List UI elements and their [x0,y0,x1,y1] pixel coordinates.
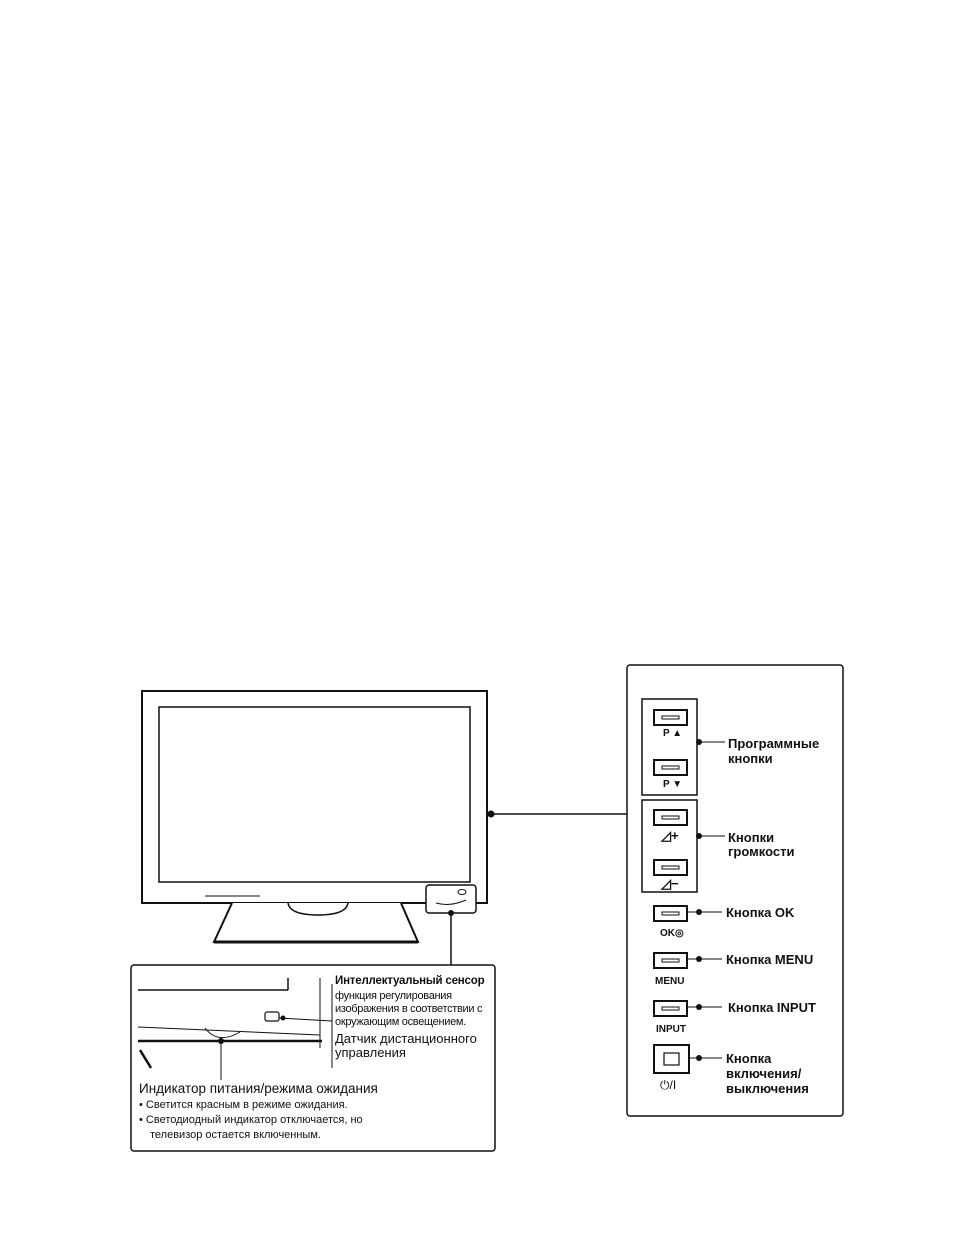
tv-corner-highlight [426,885,476,913]
tv-screen [159,707,470,882]
power-indicator-bullet-1: • Светится красным в режиме ожидания. [139,1099,348,1111]
menu-button-label: Кнопка MENU [726,952,814,967]
led-leader-dot [218,1038,224,1044]
volume-buttons-label-2: громкости [728,844,795,859]
program-buttons-label-1: Программные [728,736,820,751]
power-indicator-bullet-2-text: Светодиодный индикатор отключается, но [145,1114,363,1126]
input-button-label: Кнопка INPUT [728,1000,816,1015]
power-indicator-bullet-2-cont: телевизор остается включенным. [150,1129,321,1141]
volume-down-caption: ◿− [661,876,679,891]
leader-to-detail-dot [448,910,454,916]
button-panel-drawing [627,665,843,1116]
program-down-caption: P ▼ [663,779,683,790]
ok-button-label: Кнопка OK [726,905,795,920]
power-caption: ⏻/I [660,1078,677,1092]
power-indicator-bullet-2: • Светодиодный индикатор отключается, но [139,1114,363,1126]
remote-sensor-line-1: Датчик дистанционного [335,1031,477,1046]
program-buttons-label-2: кнопки [728,751,773,766]
tv-stand-neck [214,903,418,942]
intelligent-sensor-line-1: функция регулирования [335,990,452,1002]
power-button-label-2: включения/ [726,1066,802,1081]
volume-buttons-label-1: Кнопки [728,830,775,845]
power-button-label-3: выключения [726,1081,809,1096]
remote-sensor-line-2: управления [335,1045,406,1060]
intelligent-sensor-line-3: окружающим освещением. [335,1016,466,1028]
input-caption: INPUT [656,1024,686,1035]
volume-up-caption: ◿+ [661,828,679,843]
intelligent-sensor-line-2: изображения в соответствии с [335,1003,483,1015]
menu-caption: MENU [655,976,685,987]
tv-bezel [142,691,487,903]
sensor-leader-dot [281,1016,286,1021]
program-up-caption: P ▲ [663,728,683,739]
tv-illustration [142,691,627,965]
intelligent-sensor-title: Интеллектуальный сенсор [335,975,485,987]
power-indicator-bullet-1-text: Светится красным в режиме ожидания. [145,1099,348,1111]
power-button-label-1: Кнопка [726,1051,772,1066]
power-indicator-title: Индикатор питания/режима ожидания [139,1081,378,1096]
button-panel-frame [627,665,843,1116]
leader-to-panel-dot [488,811,495,818]
ok-caption: OK◎ [660,928,684,939]
